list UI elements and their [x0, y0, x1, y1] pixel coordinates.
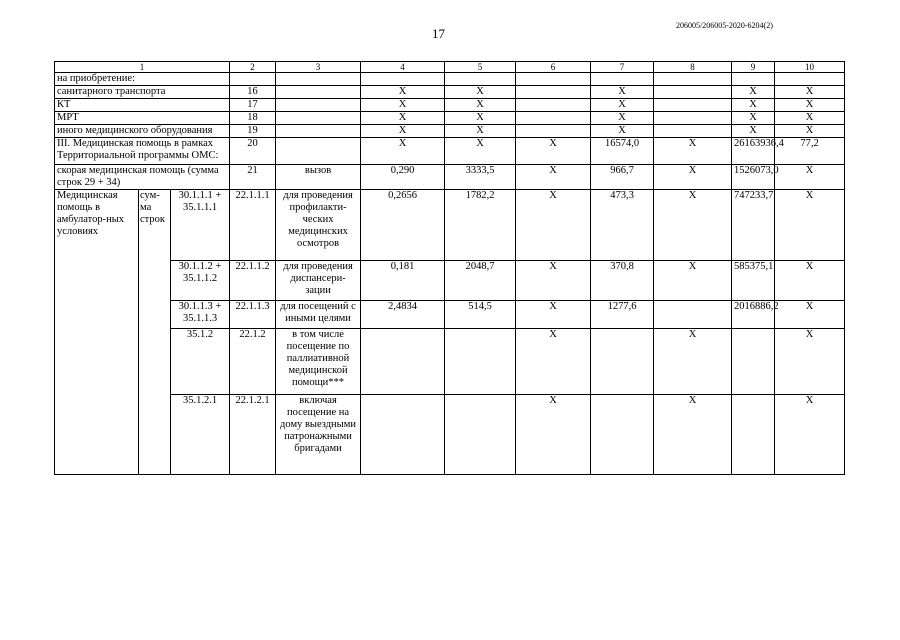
- header-col-2: 2: [230, 62, 276, 73]
- row-unit: для проведения профилакти-ческих медицинских осмотров: [276, 190, 361, 261]
- header-col-5: 5: [445, 62, 516, 73]
- cell-col-10: X: [775, 99, 845, 112]
- cell-col-10: X: [775, 395, 845, 475]
- cell-col-9: 1526073,0: [732, 165, 775, 190]
- row-label: III. Медицинская помощь в рамках Территориальной программы ОМС:: [55, 138, 230, 165]
- cell-col-4: X: [361, 125, 445, 138]
- cell-col-8: X: [654, 261, 732, 301]
- table-row: [55, 395, 845, 475]
- table-row: [55, 301, 845, 329]
- cell-col-8: X: [654, 190, 732, 261]
- cell-col-8: X: [654, 138, 732, 165]
- row-code: 22.1.2: [230, 329, 276, 395]
- row-unit: для посещений с иными целями: [276, 301, 361, 329]
- cell-col-4: X: [361, 112, 445, 125]
- cell-col-4: X: [361, 99, 445, 112]
- cell-col-10: X: [775, 112, 845, 125]
- cell-col-5: X: [445, 138, 516, 165]
- cell-col-5: X: [445, 99, 516, 112]
- header-col-6: 6: [516, 62, 591, 73]
- cell-col-9: X: [732, 86, 775, 99]
- row-sum: 30.1.1.2 + 35.1.1.2: [171, 261, 230, 301]
- row-code: 20: [230, 138, 276, 165]
- table-row: [55, 190, 845, 261]
- header-col-10: 10: [775, 62, 845, 73]
- cell-col-7: X: [591, 112, 654, 125]
- header-row: [55, 62, 845, 73]
- cell-col-9: 585375,1: [732, 261, 775, 301]
- cell-col-6: X: [516, 165, 591, 190]
- cell-col-5: 3333,5: [445, 165, 516, 190]
- row-label: скорая медицинская помощь (сумма строк 29 + 34): [55, 165, 230, 190]
- cell-col-7: 473,3: [591, 190, 654, 261]
- cell-col-6: X: [516, 301, 591, 329]
- table-row: [55, 112, 845, 125]
- row-label: МРТ: [55, 112, 230, 125]
- cell-col-10: 77,2: [775, 138, 845, 165]
- document-code: 206005/206005-2020-6204(2): [676, 21, 773, 30]
- cell-col-9: 2016886,2: [732, 301, 775, 329]
- row-code: 21: [230, 165, 276, 190]
- row-sum: 35.1.2: [171, 329, 230, 395]
- cell-col-9: 26163936,4: [732, 138, 775, 165]
- cell-col-4: 0,290: [361, 165, 445, 190]
- cell-col-4: 0,181: [361, 261, 445, 301]
- table-row: [55, 125, 845, 138]
- cell-col-8: X: [654, 165, 732, 190]
- row-sum: 35.1.2.1: [171, 395, 230, 475]
- header-col-4: 4: [361, 62, 445, 73]
- cell-col-10: X: [775, 329, 845, 395]
- table-row: [55, 99, 845, 112]
- row-code: 16: [230, 86, 276, 99]
- cell-col-10: X: [775, 301, 845, 329]
- financing-table: [54, 61, 845, 475]
- row-unit: в том числе посещение по паллиативной медицинской помощи***: [276, 329, 361, 395]
- cell-col-5: X: [445, 112, 516, 125]
- cell-col-9: X: [732, 125, 775, 138]
- cell-col-9: X: [732, 112, 775, 125]
- table-row: [55, 73, 845, 86]
- cell-col-8: X: [654, 395, 732, 475]
- row-code: 17: [230, 99, 276, 112]
- ambulatory-label: Медицинская помощь в амбулатор-ных условиях: [55, 190, 139, 475]
- header-col-8: 8: [654, 62, 732, 73]
- cell-col-10: X: [775, 190, 845, 261]
- cell-col-6: X: [516, 329, 591, 395]
- header-col-7: 7: [591, 62, 654, 73]
- cell-col-10: X: [775, 125, 845, 138]
- table-row: [55, 165, 845, 190]
- row-sum: 30.1.1.1 + 35.1.1.1: [171, 190, 230, 261]
- row-code: 22.1.1.1: [230, 190, 276, 261]
- cell-col-4: 2,4834: [361, 301, 445, 329]
- cell-col-5: 514,5: [445, 301, 516, 329]
- row-unit: для проведения диспансери-зации: [276, 261, 361, 301]
- header-col-9: 9: [732, 62, 775, 73]
- cell-col-10: X: [775, 86, 845, 99]
- cell-col-5: 1782,2: [445, 190, 516, 261]
- cell-col-5: X: [445, 86, 516, 99]
- cell-col-7: X: [591, 86, 654, 99]
- table-row: [55, 329, 845, 395]
- cell-col-6: X: [516, 261, 591, 301]
- cell-col-6: X: [516, 395, 591, 475]
- cell-col-7: 16574,0: [591, 138, 654, 165]
- row-code: 22.1.2.1: [230, 395, 276, 475]
- cell-col-9: X: [732, 99, 775, 112]
- row-code: 22.1.1.2: [230, 261, 276, 301]
- cell-col-10: X: [775, 261, 845, 301]
- cell-col-4: X: [361, 138, 445, 165]
- cell-col-6: X: [516, 138, 591, 165]
- cell-col-7: 370,8: [591, 261, 654, 301]
- cell-col-10: X: [775, 165, 845, 190]
- row-label: санитарного транспорта: [55, 86, 230, 99]
- row-unit: включая посещение на дому выездными патронажными бригадами: [276, 395, 361, 475]
- header-col-3: 3: [276, 62, 361, 73]
- row-label: КТ: [55, 99, 230, 112]
- table-row: [55, 138, 845, 165]
- row-label: на приобретение:: [55, 73, 230, 86]
- row-code: 18: [230, 112, 276, 125]
- table-row: [55, 261, 845, 301]
- row-unit: вызов: [276, 165, 361, 190]
- cell-col-6: X: [516, 190, 591, 261]
- cell-col-4: X: [361, 86, 445, 99]
- cell-col-8: X: [654, 329, 732, 395]
- cell-col-5: X: [445, 125, 516, 138]
- row-code: 22.1.1.3: [230, 301, 276, 329]
- cell-col-7: X: [591, 125, 654, 138]
- cell-col-9: 747233,7: [732, 190, 775, 261]
- header-col-1: 1: [55, 62, 230, 73]
- cell-col-7: X: [591, 99, 654, 112]
- row-label: иного медицинского оборудования: [55, 125, 230, 138]
- row-code: 19: [230, 125, 276, 138]
- cell-col-7: 1277,6: [591, 301, 654, 329]
- cell-col-5: 2048,7: [445, 261, 516, 301]
- sum-label: сум-ма строк: [139, 190, 171, 475]
- cell-col-7: 966,7: [591, 165, 654, 190]
- row-sum: 30.1.1.3 + 35.1.1.3: [171, 301, 230, 329]
- page-number: 17: [432, 26, 445, 41]
- cell-col-4: 0,2656: [361, 190, 445, 261]
- table-row: [55, 86, 845, 99]
